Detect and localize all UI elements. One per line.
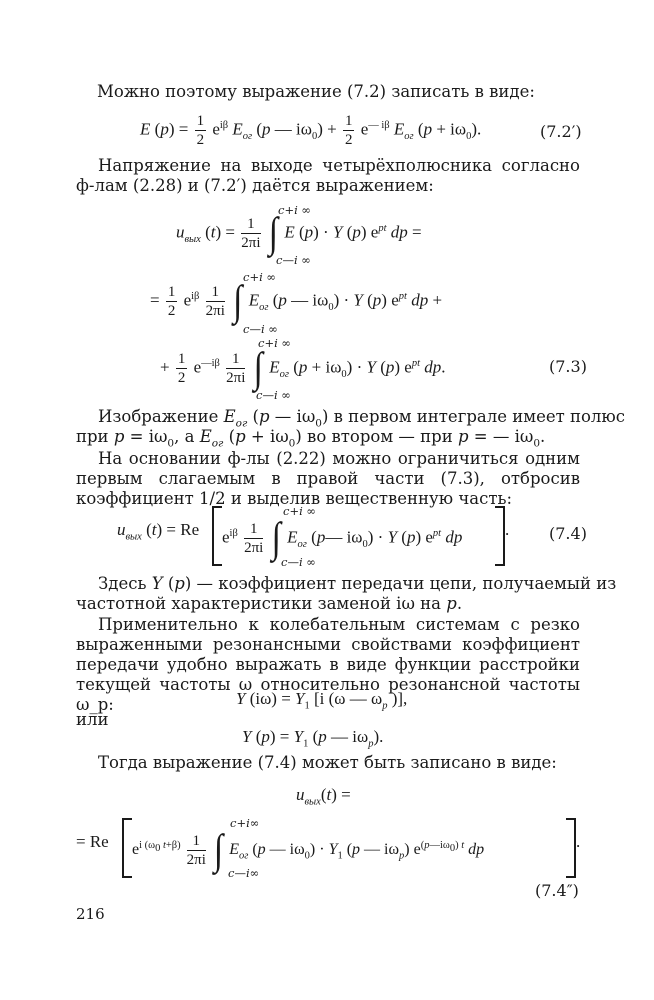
- integral-upper-limit: c+i ∞: [258, 336, 291, 350]
- equation-7-2-prime: E (p) = $\frac{1}{2}$ $e^{i\beta}$ $E_{ог}$ (p — $i\omega_0$) + $\frac{1}{2}$ $e^{— i\beta}$ $E_{ог}$ $(p + i\omega_0)$.: [140, 113, 482, 148]
- paragraph-3: На основании ф-лы (2.22) можно ограничиться одним первым слагаемым в правой части (7.3), отбросив коэффициент 1/2 и выделив вещественную часть:: [76, 449, 580, 508]
- equation-tag-7-4-dprime: (7.4″): [535, 881, 579, 900]
- integral-lower-limit: c—i∞: [228, 866, 260, 880]
- paragraph-5: Применительно к колебательным системам с резко выраженными резонансными свойствами коэффициент передачи удобно выражать в виде функции расстройки текущей частоты ω относительно резонансной частоты ω_p:: [76, 615, 580, 714]
- page-number: 216: [76, 905, 105, 923]
- integral-upper-limit: c+i∞: [230, 816, 260, 830]
- right-bracket: [495, 506, 505, 566]
- equation-7-4-end: .: [505, 520, 510, 539]
- integral-upper-limit: c+i ∞: [243, 270, 276, 284]
- equation-7-3-line-3: + $\frac{1}{2}$ $e^{—i\beta}$ $\frac{1}{2\pi i}$ ∫ $E_{ог}$ $(p + i\omega_0) \cdot Y$ (p) $e^{pt}$ dp.: [160, 344, 446, 391]
- equation-7-3-line-2: = $\frac{1}{2}$ $e^{i\beta}$ $\frac{1}{2\pi i}$ ∫ $E_{ог}$ (p — $i\omega_0) \cdot Y$ (p) $e^{pt}$ dp +: [150, 277, 443, 324]
- paragraph-4-line-1: Здесь Y (p) — коэффициент передачи цепи, получаемый из: [98, 574, 617, 593]
- equation-7-4-dprime-end: .: [576, 832, 581, 851]
- paragraph-4-line-2: частотной характеристики заменой iω на p.: [76, 594, 463, 613]
- equation-7-4-dprime-pre: = Re: [76, 832, 109, 851]
- paragraph-1: Напряжение на выходе четырёхполюсника согласно ф-лам (2.28) и (7.2′) даётся выражением:: [76, 156, 580, 195]
- equation-7-4: $u_{вых}$ (t) = Re: [117, 520, 200, 543]
- paragraph-2-line-2: при $p = i\omega_0$, а $E_{ог}$ $(p + i\omega_0)$ во втором — при p = — $i\omega_0$.: [76, 427, 546, 450]
- paragraph-6: Тогда выражение (7.4) может быть записано в виде:: [98, 753, 557, 772]
- paragraph-2-line-1: Изображение $E_{ог}$ (p — $i\omega_0$) в первом интеграле имеет полюс: [98, 407, 625, 430]
- equation-tag-7-4: (7.4): [549, 524, 587, 543]
- intro-line: Можно поэтому выражение (7.2) записать в виде:: [97, 82, 535, 101]
- equation-y-iomega: Y $(i\omega) = Y_1$ [i (ω — $\omega_p$ )],: [236, 689, 408, 712]
- equation-tag-7-2-prime: (7.2′): [540, 122, 582, 141]
- equation-y-p: Y $(p) = Y_1$ (p — $i\omega_p$).: [242, 727, 384, 750]
- or-word: или: [76, 710, 109, 729]
- equation-7-4-dprime-body: $e^{i (\omega_0 t+\beta)}$ $\frac{1}{2\pi i}$ ∫ $E_{ог}$ (p — $i\omega_0) \cdot Y_1$ (p — $i\omega_p$) $e^{(p—i\omega_0) t}$ dp: [132, 826, 485, 873]
- integral-lower-limit: c—i ∞: [281, 555, 316, 569]
- left-bracket: [122, 818, 132, 878]
- integral-upper-limit: c+i ∞: [278, 203, 311, 217]
- integral-lower-limit: c—i ∞: [276, 253, 311, 267]
- integral-lower-limit: c—i ∞: [243, 322, 278, 336]
- equation-7-4-body: $e^{i\beta}$ $\frac{1}{2\pi i}$ ∫ $E_{ог}$ (p— $i\omega_0) \cdot Y$ (p) $e^{pt}$ dp: [222, 514, 463, 561]
- integral-upper-limit: c+i ∞: [283, 504, 316, 518]
- equation-7-4-dprime-lhs: $u_{вых}(t)$ =: [296, 785, 351, 808]
- integral-lower-limit: c—i ∞: [256, 388, 291, 402]
- right-bracket: [566, 818, 576, 878]
- left-bracket: [212, 506, 222, 566]
- equation-7-3-line-1: $u_{вых}$ (t) = $\frac{1}{2\pi i}$ ∫ E (p) · Y (p) $e^{pt}$ dp =: [176, 209, 422, 256]
- equation-tag-7-3: (7.3): [549, 357, 587, 376]
